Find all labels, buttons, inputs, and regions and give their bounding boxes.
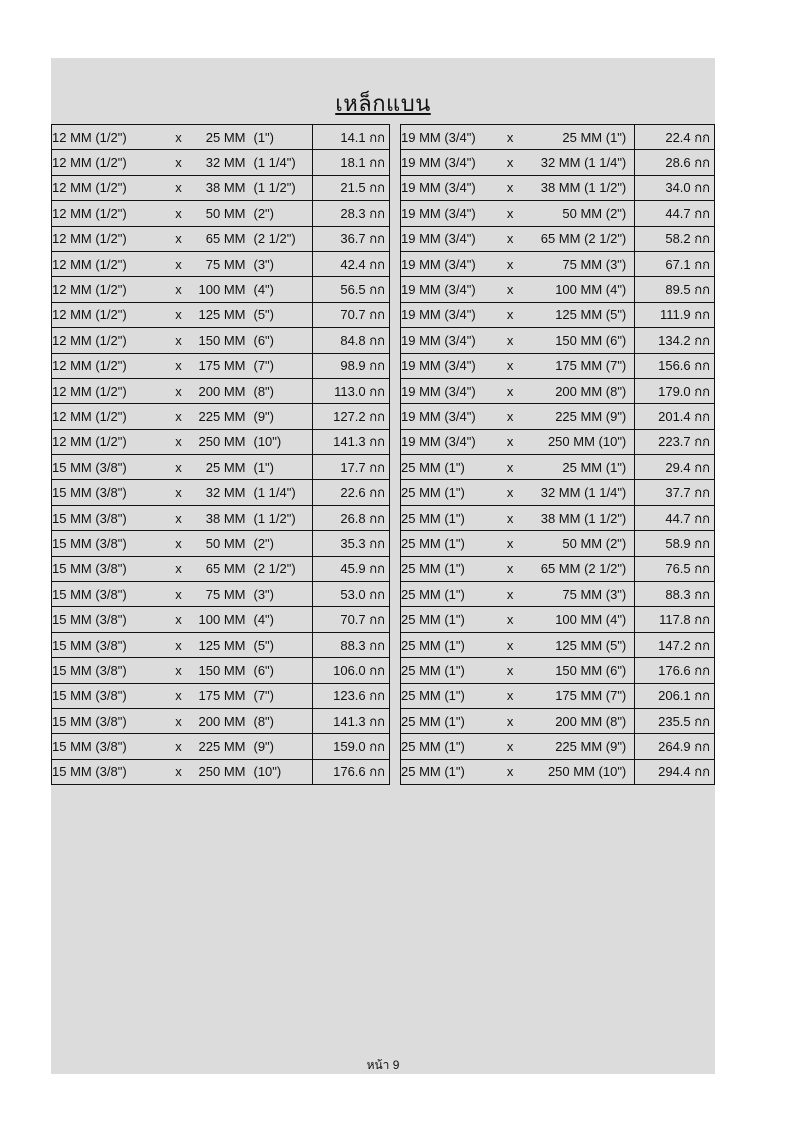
thickness-cell: 25 MM (1") <box>401 455 504 480</box>
thickness-cell: 25 MM (1") <box>401 632 504 657</box>
weight-cell: 34.0 กก <box>635 175 715 200</box>
multiply-cell: x <box>503 556 517 581</box>
weight-cell: 106.0 กก <box>313 658 390 683</box>
table-row <box>52 378 390 403</box>
width-mm-cell: 50 MM <box>192 531 254 556</box>
thickness-cell: 12 MM (1/2") <box>52 125 166 150</box>
width-mm-cell: 50 MM <box>192 201 254 226</box>
width-inch-cell: (5") <box>254 632 313 657</box>
width-cell: 200 MM (8") <box>517 378 635 403</box>
width-mm-cell: 200 MM <box>192 378 254 403</box>
weight-cell: 29.4 กก <box>635 455 715 480</box>
width-inch-cell: (6") <box>254 328 313 353</box>
table-row <box>401 455 715 480</box>
weight-cell: 42.4 กก <box>313 251 390 276</box>
weight-cell: 76.5 กก <box>635 556 715 581</box>
weight-cell: 35.3 กก <box>313 531 390 556</box>
table-row <box>52 201 390 226</box>
weight-cell: 264.9 กก <box>635 734 715 759</box>
width-mm-cell: 32 MM <box>192 480 254 505</box>
multiply-cell: x <box>503 125 517 150</box>
table-row <box>401 480 715 505</box>
width-cell: 75 MM (3") <box>517 582 635 607</box>
thickness-cell: 25 MM (1") <box>401 531 504 556</box>
table-row <box>401 226 715 251</box>
multiply-cell: x <box>166 226 192 251</box>
width-mm-cell: 75 MM <box>192 582 254 607</box>
width-inch-cell: (2") <box>254 201 313 226</box>
table-row <box>52 455 390 480</box>
thickness-cell: 12 MM (1/2") <box>52 150 166 175</box>
table-row <box>401 505 715 530</box>
multiply-cell: x <box>503 328 517 353</box>
weight-cell: 28.3 กก <box>313 201 390 226</box>
weight-cell: 179.0 กก <box>635 378 715 403</box>
width-cell: 100 MM (4") <box>517 607 635 632</box>
table-row <box>401 632 715 657</box>
thickness-cell: 12 MM (1/2") <box>52 353 166 378</box>
thickness-cell: 25 MM (1") <box>401 505 504 530</box>
thickness-cell: 25 MM (1") <box>401 607 504 632</box>
multiply-cell: x <box>166 455 192 480</box>
multiply-cell: x <box>503 226 517 251</box>
width-inch-cell: (2 1/2") <box>254 556 313 581</box>
width-mm-cell: 75 MM <box>192 251 254 276</box>
weight-cell: 18.1 กก <box>313 150 390 175</box>
weight-cell: 22.4 กก <box>635 125 715 150</box>
width-inch-cell: (7") <box>254 353 313 378</box>
multiply-cell: x <box>166 429 192 454</box>
table-row <box>401 277 715 302</box>
weight-cell: 58.9 กก <box>635 531 715 556</box>
width-inch-cell: (1 1/4") <box>254 150 313 175</box>
width-cell: 225 MM (9") <box>517 404 635 429</box>
table-row <box>52 353 390 378</box>
table-row <box>401 582 715 607</box>
table-row <box>52 125 390 150</box>
width-cell: 75 MM (3") <box>517 251 635 276</box>
table-row <box>401 759 715 784</box>
multiply-cell: x <box>503 251 517 276</box>
table-row <box>52 734 390 759</box>
table-row <box>52 531 390 556</box>
table-row <box>52 480 390 505</box>
width-mm-cell: 175 MM <box>192 683 254 708</box>
thickness-cell: 19 MM (3/4") <box>401 277 504 302</box>
thickness-cell: 12 MM (1/2") <box>52 175 166 200</box>
multiply-cell: x <box>166 175 192 200</box>
weight-cell: 44.7 กก <box>635 201 715 226</box>
thickness-cell: 25 MM (1") <box>401 658 504 683</box>
thickness-cell: 15 MM (3/8") <box>52 505 166 530</box>
weight-cell: 56.5 กก <box>313 277 390 302</box>
width-mm-cell: 100 MM <box>192 277 254 302</box>
width-cell: 225 MM (9") <box>517 734 635 759</box>
thickness-cell: 15 MM (3/8") <box>52 708 166 733</box>
multiply-cell: x <box>166 556 192 581</box>
thickness-cell: 12 MM (1/2") <box>52 302 166 327</box>
table-row <box>52 277 390 302</box>
table-row <box>52 150 390 175</box>
thickness-cell: 19 MM (3/4") <box>401 175 504 200</box>
width-inch-cell: (9") <box>254 734 313 759</box>
thickness-cell: 15 MM (3/8") <box>52 759 166 784</box>
width-cell: 150 MM (6") <box>517 328 635 353</box>
weight-cell: 113.0 กก <box>313 378 390 403</box>
weight-cell: 22.6 กก <box>313 480 390 505</box>
weight-cell: 111.9 กก <box>635 302 715 327</box>
weight-cell: 176.6 กก <box>313 759 390 784</box>
table-row <box>401 734 715 759</box>
width-cell: 250 MM (10") <box>517 759 635 784</box>
multiply-cell: x <box>166 480 192 505</box>
width-mm-cell: 38 MM <box>192 175 254 200</box>
width-inch-cell: (8") <box>254 378 313 403</box>
thickness-cell: 12 MM (1/2") <box>52 226 166 251</box>
multiply-cell: x <box>503 759 517 784</box>
multiply-cell: x <box>503 201 517 226</box>
width-cell: 175 MM (7") <box>517 683 635 708</box>
weight-cell: 70.7 กก <box>313 607 390 632</box>
weight-cell: 26.8 กก <box>313 505 390 530</box>
width-mm-cell: 25 MM <box>192 125 254 150</box>
thickness-cell: 19 MM (3/4") <box>401 201 504 226</box>
thickness-cell: 15 MM (3/8") <box>52 734 166 759</box>
thickness-cell: 19 MM (3/4") <box>401 226 504 251</box>
multiply-cell: x <box>166 607 192 632</box>
width-cell: 250 MM (10") <box>517 429 635 454</box>
width-inch-cell: (2 1/2") <box>254 226 313 251</box>
thickness-cell: 15 MM (3/8") <box>52 607 166 632</box>
width-mm-cell: 100 MM <box>192 607 254 632</box>
width-cell: 25 MM (1") <box>517 455 635 480</box>
width-inch-cell: (1 1/2") <box>254 175 313 200</box>
width-mm-cell: 65 MM <box>192 556 254 581</box>
width-mm-cell: 150 MM <box>192 328 254 353</box>
thickness-cell: 19 MM (3/4") <box>401 328 504 353</box>
table-row <box>52 505 390 530</box>
thickness-cell: 12 MM (1/2") <box>52 404 166 429</box>
multiply-cell: x <box>166 251 192 276</box>
weight-cell: 176.6 กก <box>635 658 715 683</box>
width-mm-cell: 225 MM <box>192 404 254 429</box>
thickness-cell: 15 MM (3/8") <box>52 480 166 505</box>
width-cell: 150 MM (6") <box>517 658 635 683</box>
width-inch-cell: (5") <box>254 302 313 327</box>
multiply-cell: x <box>166 734 192 759</box>
table-row <box>52 582 390 607</box>
width-inch-cell: (1 1/4") <box>254 480 313 505</box>
thickness-cell: 25 MM (1") <box>401 759 504 784</box>
multiply-cell: x <box>166 328 192 353</box>
multiply-cell: x <box>503 683 517 708</box>
thickness-cell: 12 MM (1/2") <box>52 328 166 353</box>
weight-cell: 141.3 กก <box>313 429 390 454</box>
table-row <box>52 328 390 353</box>
thickness-cell: 15 MM (3/8") <box>52 582 166 607</box>
weight-cell: 134.2 กก <box>635 328 715 353</box>
thickness-cell: 15 MM (3/8") <box>52 531 166 556</box>
table-row <box>52 759 390 784</box>
weight-cell: 147.2 กก <box>635 632 715 657</box>
weight-cell: 223.7 กก <box>635 429 715 454</box>
table-row <box>401 302 715 327</box>
weight-cell: 88.3 กก <box>635 582 715 607</box>
weight-cell: 45.9 กก <box>313 556 390 581</box>
thickness-cell: 12 MM (1/2") <box>52 201 166 226</box>
multiply-cell: x <box>166 759 192 784</box>
table-row <box>401 378 715 403</box>
width-inch-cell: (1") <box>254 125 313 150</box>
width-cell: 38 MM (1 1/2") <box>517 505 635 530</box>
weight-cell: 156.6 กก <box>635 353 715 378</box>
table-row <box>401 251 715 276</box>
width-inch-cell: (6") <box>254 658 313 683</box>
thickness-cell: 25 MM (1") <box>401 708 504 733</box>
multiply-cell: x <box>166 125 192 150</box>
multiply-cell: x <box>166 582 192 607</box>
multiply-cell: x <box>503 429 517 454</box>
width-cell: 50 MM (2") <box>517 531 635 556</box>
width-inch-cell: (9") <box>254 404 313 429</box>
width-inch-cell: (3") <box>254 251 313 276</box>
table-row <box>52 658 390 683</box>
flat-bar-table-right <box>400 124 715 785</box>
multiply-cell: x <box>166 404 192 429</box>
multiply-cell: x <box>503 277 517 302</box>
multiply-cell: x <box>503 708 517 733</box>
width-mm-cell: 65 MM <box>192 226 254 251</box>
multiply-cell: x <box>166 277 192 302</box>
weight-cell: 44.7 กก <box>635 505 715 530</box>
multiply-cell: x <box>166 302 192 327</box>
weight-cell: 17.7 กก <box>313 455 390 480</box>
multiply-cell: x <box>166 505 192 530</box>
width-mm-cell: 225 MM <box>192 734 254 759</box>
table-row <box>401 556 715 581</box>
multiply-cell: x <box>503 455 517 480</box>
width-mm-cell: 250 MM <box>192 759 254 784</box>
multiply-cell: x <box>503 150 517 175</box>
thickness-cell: 12 MM (1/2") <box>52 429 166 454</box>
width-cell: 175 MM (7") <box>517 353 635 378</box>
table-row <box>52 607 390 632</box>
width-cell: 65 MM (2 1/2") <box>517 556 635 581</box>
width-mm-cell: 250 MM <box>192 429 254 454</box>
multiply-cell: x <box>503 582 517 607</box>
weight-cell: 67.1 กก <box>635 251 715 276</box>
table-row <box>401 150 715 175</box>
table-row <box>401 353 715 378</box>
weight-cell: 294.4 กก <box>635 759 715 784</box>
thickness-cell: 15 MM (3/8") <box>52 632 166 657</box>
width-inch-cell: (4") <box>254 607 313 632</box>
weight-cell: 70.7 กก <box>313 302 390 327</box>
page-number: หน้า 9 <box>366 1058 400 1072</box>
width-mm-cell: 125 MM <box>192 632 254 657</box>
table-row <box>52 226 390 251</box>
weight-cell: 98.9 กก <box>313 353 390 378</box>
weight-cell: 37.7 กก <box>635 480 715 505</box>
width-inch-cell: (2") <box>254 531 313 556</box>
table-row <box>401 404 715 429</box>
width-inch-cell: (8") <box>254 708 313 733</box>
width-mm-cell: 25 MM <box>192 455 254 480</box>
width-cell: 125 MM (5") <box>517 632 635 657</box>
weight-cell: 201.4 กก <box>635 404 715 429</box>
width-inch-cell: (10") <box>254 759 313 784</box>
multiply-cell: x <box>166 658 192 683</box>
multiply-cell: x <box>166 531 192 556</box>
multiply-cell: x <box>503 505 517 530</box>
table-row <box>52 683 390 708</box>
width-mm-cell: 125 MM <box>192 302 254 327</box>
width-cell: 25 MM (1") <box>517 125 635 150</box>
width-cell: 125 MM (5") <box>517 302 635 327</box>
weight-cell: 84.8 กก <box>313 328 390 353</box>
weight-cell: 141.3 กก <box>313 708 390 733</box>
table-row <box>52 302 390 327</box>
table-row <box>52 632 390 657</box>
width-mm-cell: 175 MM <box>192 353 254 378</box>
thickness-cell: 12 MM (1/2") <box>52 251 166 276</box>
thickness-cell: 19 MM (3/4") <box>401 125 504 150</box>
table-row <box>401 201 715 226</box>
thickness-cell: 25 MM (1") <box>401 556 504 581</box>
table-row <box>401 607 715 632</box>
table-row <box>401 175 715 200</box>
multiply-cell: x <box>166 378 192 403</box>
weight-cell: 53.0 กก <box>313 582 390 607</box>
width-inch-cell: (4") <box>254 277 313 302</box>
table-row <box>401 683 715 708</box>
width-cell: 200 MM (8") <box>517 708 635 733</box>
weight-cell: 127.2 กก <box>313 404 390 429</box>
table-row <box>401 328 715 353</box>
weight-cell: 14.1 กก <box>313 125 390 150</box>
multiply-cell: x <box>166 353 192 378</box>
multiply-cell: x <box>503 404 517 429</box>
multiply-cell: x <box>503 302 517 327</box>
width-inch-cell: (10") <box>254 429 313 454</box>
thickness-cell: 19 MM (3/4") <box>401 378 504 403</box>
thickness-cell: 25 MM (1") <box>401 582 504 607</box>
flat-bar-table-left <box>51 124 390 785</box>
table-row <box>401 429 715 454</box>
thickness-cell: 25 MM (1") <box>401 734 504 759</box>
table-row <box>52 708 390 733</box>
width-cell: 50 MM (2") <box>517 201 635 226</box>
width-cell: 32 MM (1 1/4") <box>517 480 635 505</box>
weight-cell: 88.3 กก <box>313 632 390 657</box>
thickness-cell: 15 MM (3/8") <box>52 658 166 683</box>
width-inch-cell: (3") <box>254 582 313 607</box>
thickness-cell: 19 MM (3/4") <box>401 404 504 429</box>
weight-cell: 159.0 กก <box>313 734 390 759</box>
table-row <box>401 125 715 150</box>
table-row <box>401 658 715 683</box>
width-inch-cell: (1 1/2") <box>254 505 313 530</box>
multiply-cell: x <box>503 658 517 683</box>
thickness-cell: 25 MM (1") <box>401 480 504 505</box>
multiply-cell: x <box>166 150 192 175</box>
width-mm-cell: 200 MM <box>192 708 254 733</box>
multiply-cell: x <box>503 480 517 505</box>
table-row <box>52 556 390 581</box>
multiply-cell: x <box>503 531 517 556</box>
multiply-cell: x <box>503 734 517 759</box>
thickness-cell: 19 MM (3/4") <box>401 251 504 276</box>
document-page <box>51 58 715 1074</box>
width-cell: 32 MM (1 1/4") <box>517 150 635 175</box>
thickness-cell: 12 MM (1/2") <box>52 378 166 403</box>
weight-cell: 117.8 กก <box>635 607 715 632</box>
weight-cell: 28.6 กก <box>635 150 715 175</box>
thickness-cell: 19 MM (3/4") <box>401 302 504 327</box>
multiply-cell: x <box>166 708 192 733</box>
thickness-cell: 19 MM (3/4") <box>401 429 504 454</box>
thickness-cell: 19 MM (3/4") <box>401 353 504 378</box>
weight-cell: 89.5 กก <box>635 277 715 302</box>
table-row <box>52 251 390 276</box>
weight-cell: 123.6 กก <box>313 683 390 708</box>
weight-cell: 36.7 กก <box>313 226 390 251</box>
width-cell: 38 MM (1 1/2") <box>517 175 635 200</box>
weight-cell: 206.1 กก <box>635 683 715 708</box>
table-row <box>52 404 390 429</box>
multiply-cell: x <box>166 201 192 226</box>
multiply-cell: x <box>166 683 192 708</box>
multiply-cell: x <box>166 632 192 657</box>
thickness-cell: 25 MM (1") <box>401 683 504 708</box>
multiply-cell: x <box>503 175 517 200</box>
weight-cell: 21.5 กก <box>313 175 390 200</box>
thickness-cell: 15 MM (3/8") <box>52 455 166 480</box>
width-inch-cell: (7") <box>254 683 313 708</box>
width-cell: 65 MM (2 1/2") <box>517 226 635 251</box>
width-mm-cell: 150 MM <box>192 658 254 683</box>
width-mm-cell: 38 MM <box>192 505 254 530</box>
thickness-cell: 12 MM (1/2") <box>52 277 166 302</box>
thickness-cell: 19 MM (3/4") <box>401 150 504 175</box>
width-inch-cell: (1") <box>254 455 313 480</box>
page-title: เหล็กแบน <box>335 91 431 116</box>
table-row <box>401 531 715 556</box>
width-mm-cell: 32 MM <box>192 150 254 175</box>
weight-cell: 235.5 กก <box>635 708 715 733</box>
weight-cell: 58.2 กก <box>635 226 715 251</box>
multiply-cell: x <box>503 353 517 378</box>
multiply-cell: x <box>503 378 517 403</box>
multiply-cell: x <box>503 607 517 632</box>
table-row <box>52 429 390 454</box>
table-row <box>401 708 715 733</box>
thickness-cell: 15 MM (3/8") <box>52 556 166 581</box>
thickness-cell: 15 MM (3/8") <box>52 683 166 708</box>
multiply-cell: x <box>503 632 517 657</box>
width-cell: 100 MM (4") <box>517 277 635 302</box>
table-row <box>52 175 390 200</box>
